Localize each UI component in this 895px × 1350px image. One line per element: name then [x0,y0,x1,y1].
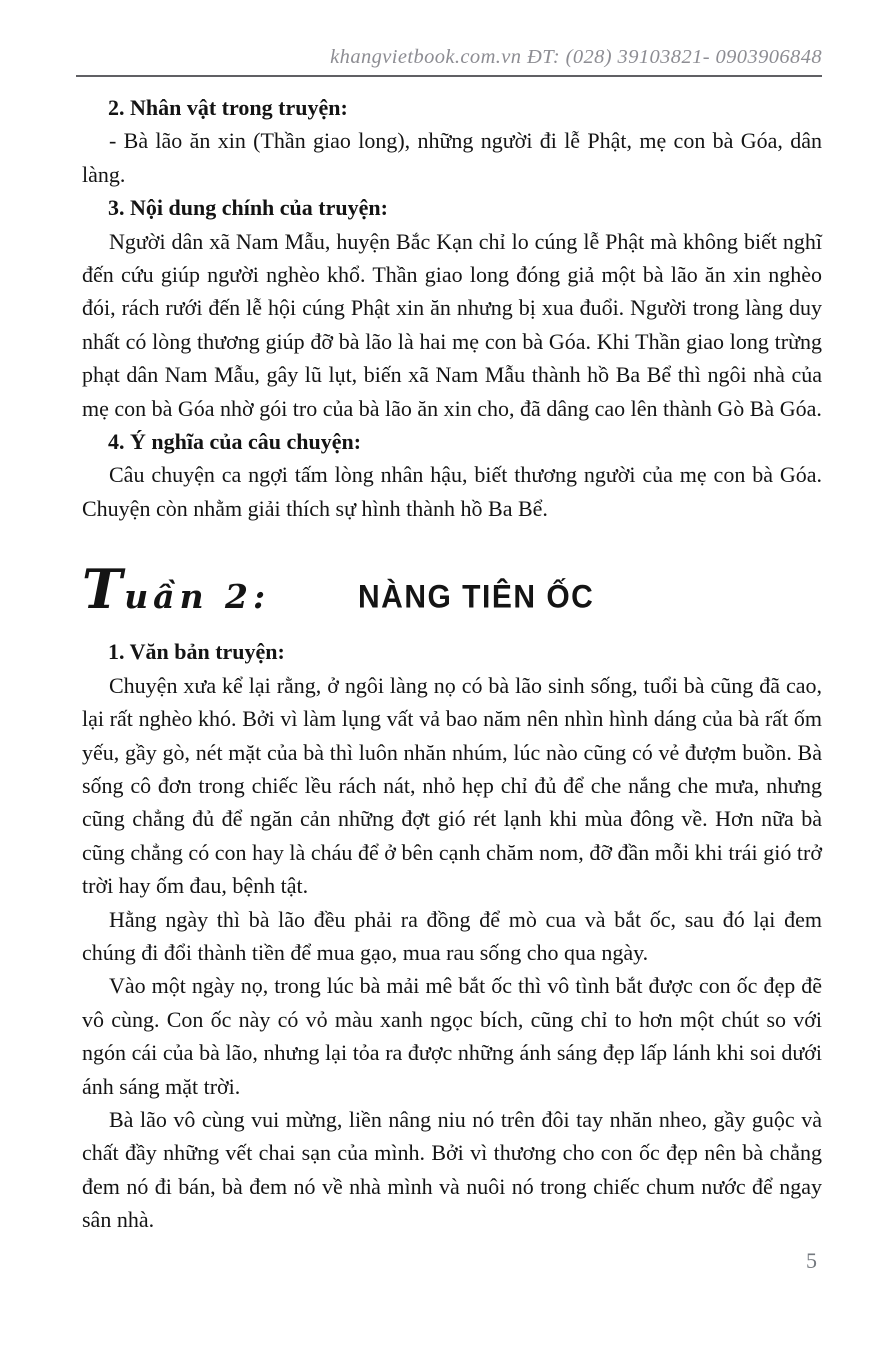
page-content [82,91,822,1237]
paragraph-keeping-snail: Bà lão vô cùng vui mừng, liền nâng niu nó trên đôi tay nhăn nheo, gầy guộc và chất đầy những vết chai sạn của mình. Bởi vì thương cho con ốc đẹp nên bà chẳng đem nó đi bán, bà đem nó về nhà mình và nuôi nó trong chiếc chum nước để ngay sân nhà. [82,1106,822,1233]
section-heading-meaning: 4. Ý nghĩa của câu chuyện: [108,429,362,455]
story-title: NÀNG TIÊN ỐC [358,579,595,616]
page-header-contact: khangvietbook.com.vn ĐT: (028) 39103821- 0903906848 [330,46,822,68]
section-heading-main-content: 3. Nội dung chính của truyện: [108,195,388,221]
section-heading-characters: 2. Nhân vật trong truyện: [108,95,348,120]
paragraph-main-content: Người dân xã Nam Mẫu, huyện Bắc Kạn chỉ lo cúng lễ Phật mà không biết nghĩ đến cứu giúp người nghèo khổ. Thần giao long đóng giả một bà lão ăn xin nghèo đói, rách rưới đến lễ hội cúng Phật xin ăn nhưng bị xua đuổi. Người trong làng duy nhất có lòng thương giúp đỡ bà lão là hai mẹ con bà Góa. Khi Thần giao long trừng phạt dân Nam Mẫu, gây lũ lụt, biến xã Nam Mẫu thành hồ Ba Bể thì ngôi nhà của mẹ con bà Góa nhờ gói tro của bà lão ăn xin cho, đã dâng cao lên thành Gò Bà Góa. [82,228,822,421]
paragraph-meaning: Câu chuyện ca ngợi tấm lòng nhân hậu, biết thương người của mẹ con bà Góa. Chuyện còn nhằm giải thích sự hình thành hồ Ba Bể. [82,462,822,521]
page-number: 5 [806,1248,817,1273]
paragraph-daily-life: Hằng ngày thì bà lão đều phải ra đồng để mò cua và bắt ốc, sau đó lại đem chúng đi đổi thành tiền để mua gạo, mua rau sống cho qua ngày. [82,906,822,965]
section-heading-story-text: 1. Văn bản truyện: [108,639,285,665]
paragraph-finding-snail: Vào một ngày nọ, trong lúc bà mải mê bắt ốc thì vô tình bắt được con ốc đẹp đẽ vô cùng. Con ốc này có vỏ màu xanh ngọc bích, cũng chỉ to hơn một chút so với ngón cái của bà lão, nhưng lại tỏa ra được những ánh sáng đẹp lấp lánh khi soi dưới ánh sáng mặt trời. [82,973,822,1099]
week2-heading-row [82,557,822,621]
header-rule [76,75,822,77]
paragraph-story-intro: Chuyện xưa kể lại rằng, ở ngôi làng nọ có bà lão sinh sống, tuổi bà cũng đã cao, lại rất nghèo khó. Bởi vì làm lụng vất vả bao năm nên nhìn hình dáng của bà rất ốm yếu, gầy gò, nét mặt của bà thì luôn nhăn nhúm, lúc nào cũng có vẻ đượm buồn. Bà sống cô đơn trong chiếc lều rách nát, nhỏ hẹp chỉ đủ để che nắng che mưa, nhưng cũng chẳng đủ để ngăn cản những đợt gió rét lạnh khi mùa đông về. Hơn nữa bà cũng chẳng có con hay là cháu để ở bên cạnh chăm nom, đỡ đần mỗi khi trái gió trở trời hay ốm đau, bệnh tật. [82,672,822,899]
paragraph-characters-list: - Bà lão ăn xin (Thần giao long), những người đi lễ Phật, mẹ con bà Góa, dân làng. [82,128,822,187]
week-label: Tuần 2: [82,557,271,622]
